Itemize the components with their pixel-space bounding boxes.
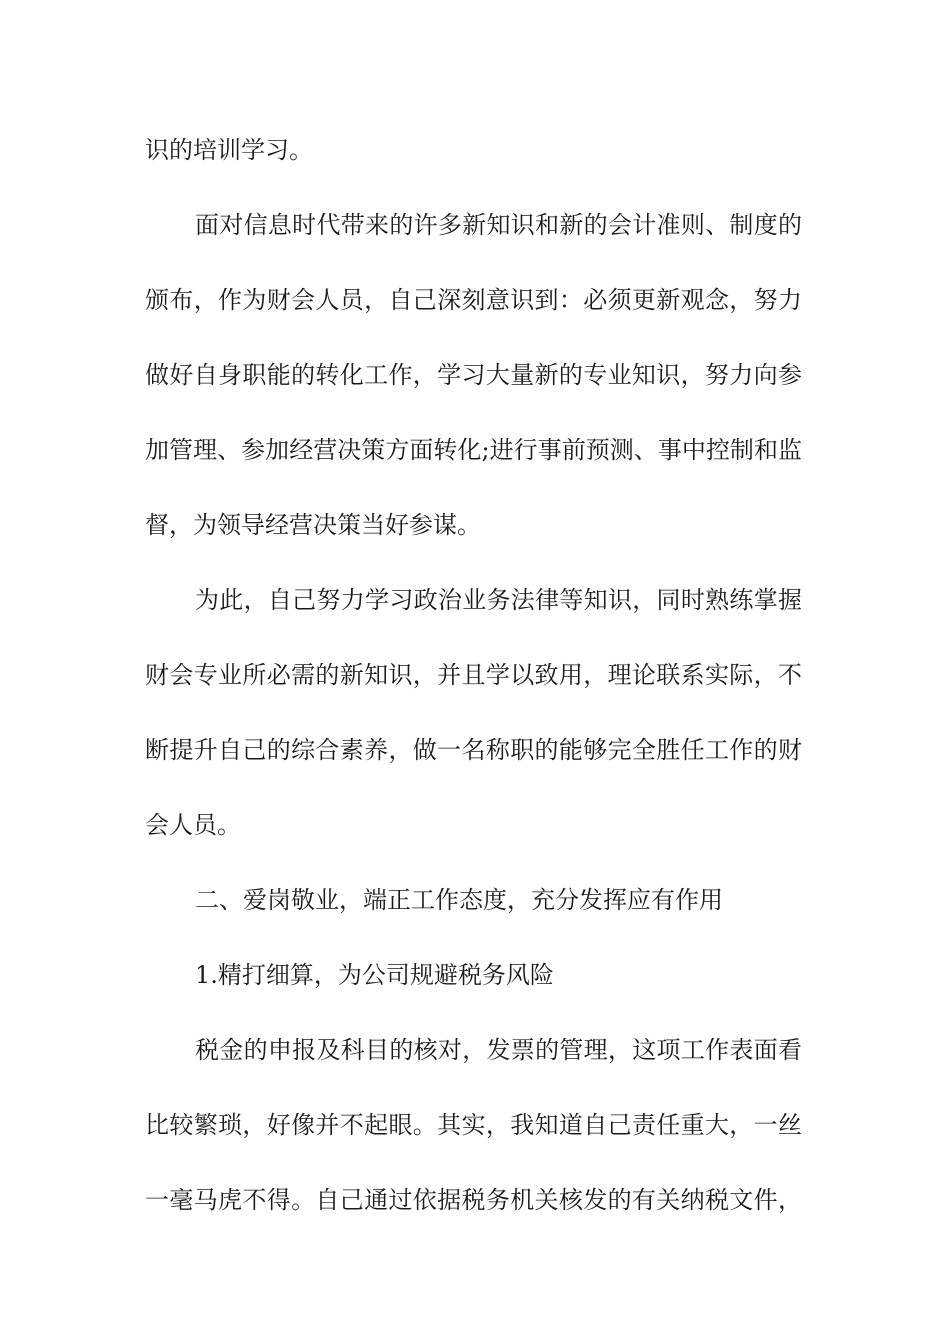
text-line-8: 财会专业所必需的新知识，并且学以致用，理论联系实际，不: [145, 661, 802, 689]
text-line-15: 一毫马虎不得。自己通过依据税务机关核发的有关纳税文件，: [145, 1186, 802, 1214]
text-line-5: 加管理、参加经营决策方面转化;进行事前预测、事中控制和监: [145, 436, 802, 464]
text-line-3: 颁布，作为财会人员，自己深刻意识到：必须更新观念，努力: [145, 286, 802, 314]
text-line-6: 督，为领导经营决策当好参谋。: [145, 511, 481, 539]
text-line-9: 断提升自己的综合素养，做一名称职的能够完全胜任工作的财: [145, 736, 802, 764]
text-line-4: 做好自身职能的转化工作，学习大量新的专业知识，努力向参: [145, 361, 802, 389]
text-line-7: 为此，自己努力学习政治业务法律等知识，同时熟练掌握: [195, 586, 802, 614]
text-line-14: 比较繁琐，好像并不起眼。其实，我知道自己责任重大，一丝: [145, 1111, 802, 1139]
text-line-13: 税金的申报及科目的核对，发票的管理，这项工作表面看: [195, 1036, 802, 1064]
text-line-2: 面对信息时代带来的许多新知识和新的会计准则、制度的: [195, 211, 802, 239]
subsection-heading: 1.精打细算，为公司规避税务风险: [195, 961, 554, 989]
section-heading: 二、爱岗敬业，端正工作态度，充分发挥应有作用: [195, 886, 723, 914]
text-line-10: 会人员。: [145, 811, 241, 839]
text-line-1: 识的培训学习。: [145, 136, 313, 164]
